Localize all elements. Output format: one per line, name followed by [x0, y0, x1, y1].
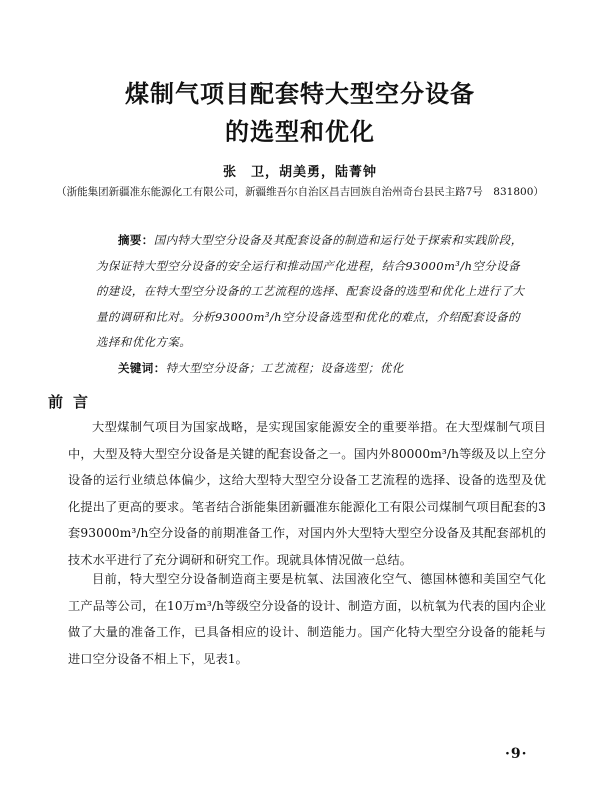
body-paragraph-2: 目前，特大型空分设备制造商主要是杭氧、法国液化空气、德国林德和美国空气化工产品等公司，在10万m³/h等级空分设备的设计、制造方面，以杭氧为代表的国内企业做了大量的准备工作，已具备相应的设计、制造能力。国产化特大型空分设备的能耗与进口空分设备不相上下，见表1。 [68, 572, 546, 666]
keywords-label: 关键词： [118, 361, 166, 375]
section-heading: 前言 [48, 393, 99, 411]
paper-title-line-1: 煤制气项目配套特大型空分设备 [125, 79, 475, 108]
author-list: 张 卫，胡美勇，陆菁钟 [222, 165, 377, 180]
keywords-text: 特大型空分设备；工艺流程；设备选型；优化 [165, 361, 404, 375]
author-affiliation: （浙能集团新疆准东能源化工有限公司，新疆维吾尔自治区昌吉回族自治州奇台县民主路7号 831800） [56, 186, 544, 198]
page-number: ·9· [505, 746, 528, 762]
body-paragraph-1: 大型煤制气项目为国家战略，是实现国家能源安全的重要举措。在大型煤制气项目中，大型及特大型空分设备是关键的配套设备之一。国内外80000m³/h等级及以上空分设备的运行业绩总体偏少，这给大型特大型空分设备工艺流程的选择、设备的选型及优化提出了更高的要求。笔者结合浙能集团新疆准东能源化工有限公司煤制气项目配套的3套93000m³/h空分设备的前期准备工作，对国内外大型特大型空分设备及其配套部机的技术水平进行了充分调研和研究工作。现就具体情况做一总结。 [68, 420, 546, 567]
keywords [96, 356, 526, 382]
abstract-text: 国内特大型空分设备及其配套设备的制造和运行处于探索和实践阶段，为保证特大型空分设备的安全运行和推动国产化进程，结合93000m³/h空分设备的建设，在特大型空分设备的工艺流程的选择、配套设备的选型和优化上进行了大量的调研和比对。分析93000m³/h空分设备选型和优化的难点，介绍配套设备的选择和优化方案。 [96, 233, 525, 349]
abstract [96, 228, 526, 356]
paper-title-line-2: 的选型和优化 [225, 117, 375, 146]
abstract-label: 摘要： [118, 233, 154, 247]
